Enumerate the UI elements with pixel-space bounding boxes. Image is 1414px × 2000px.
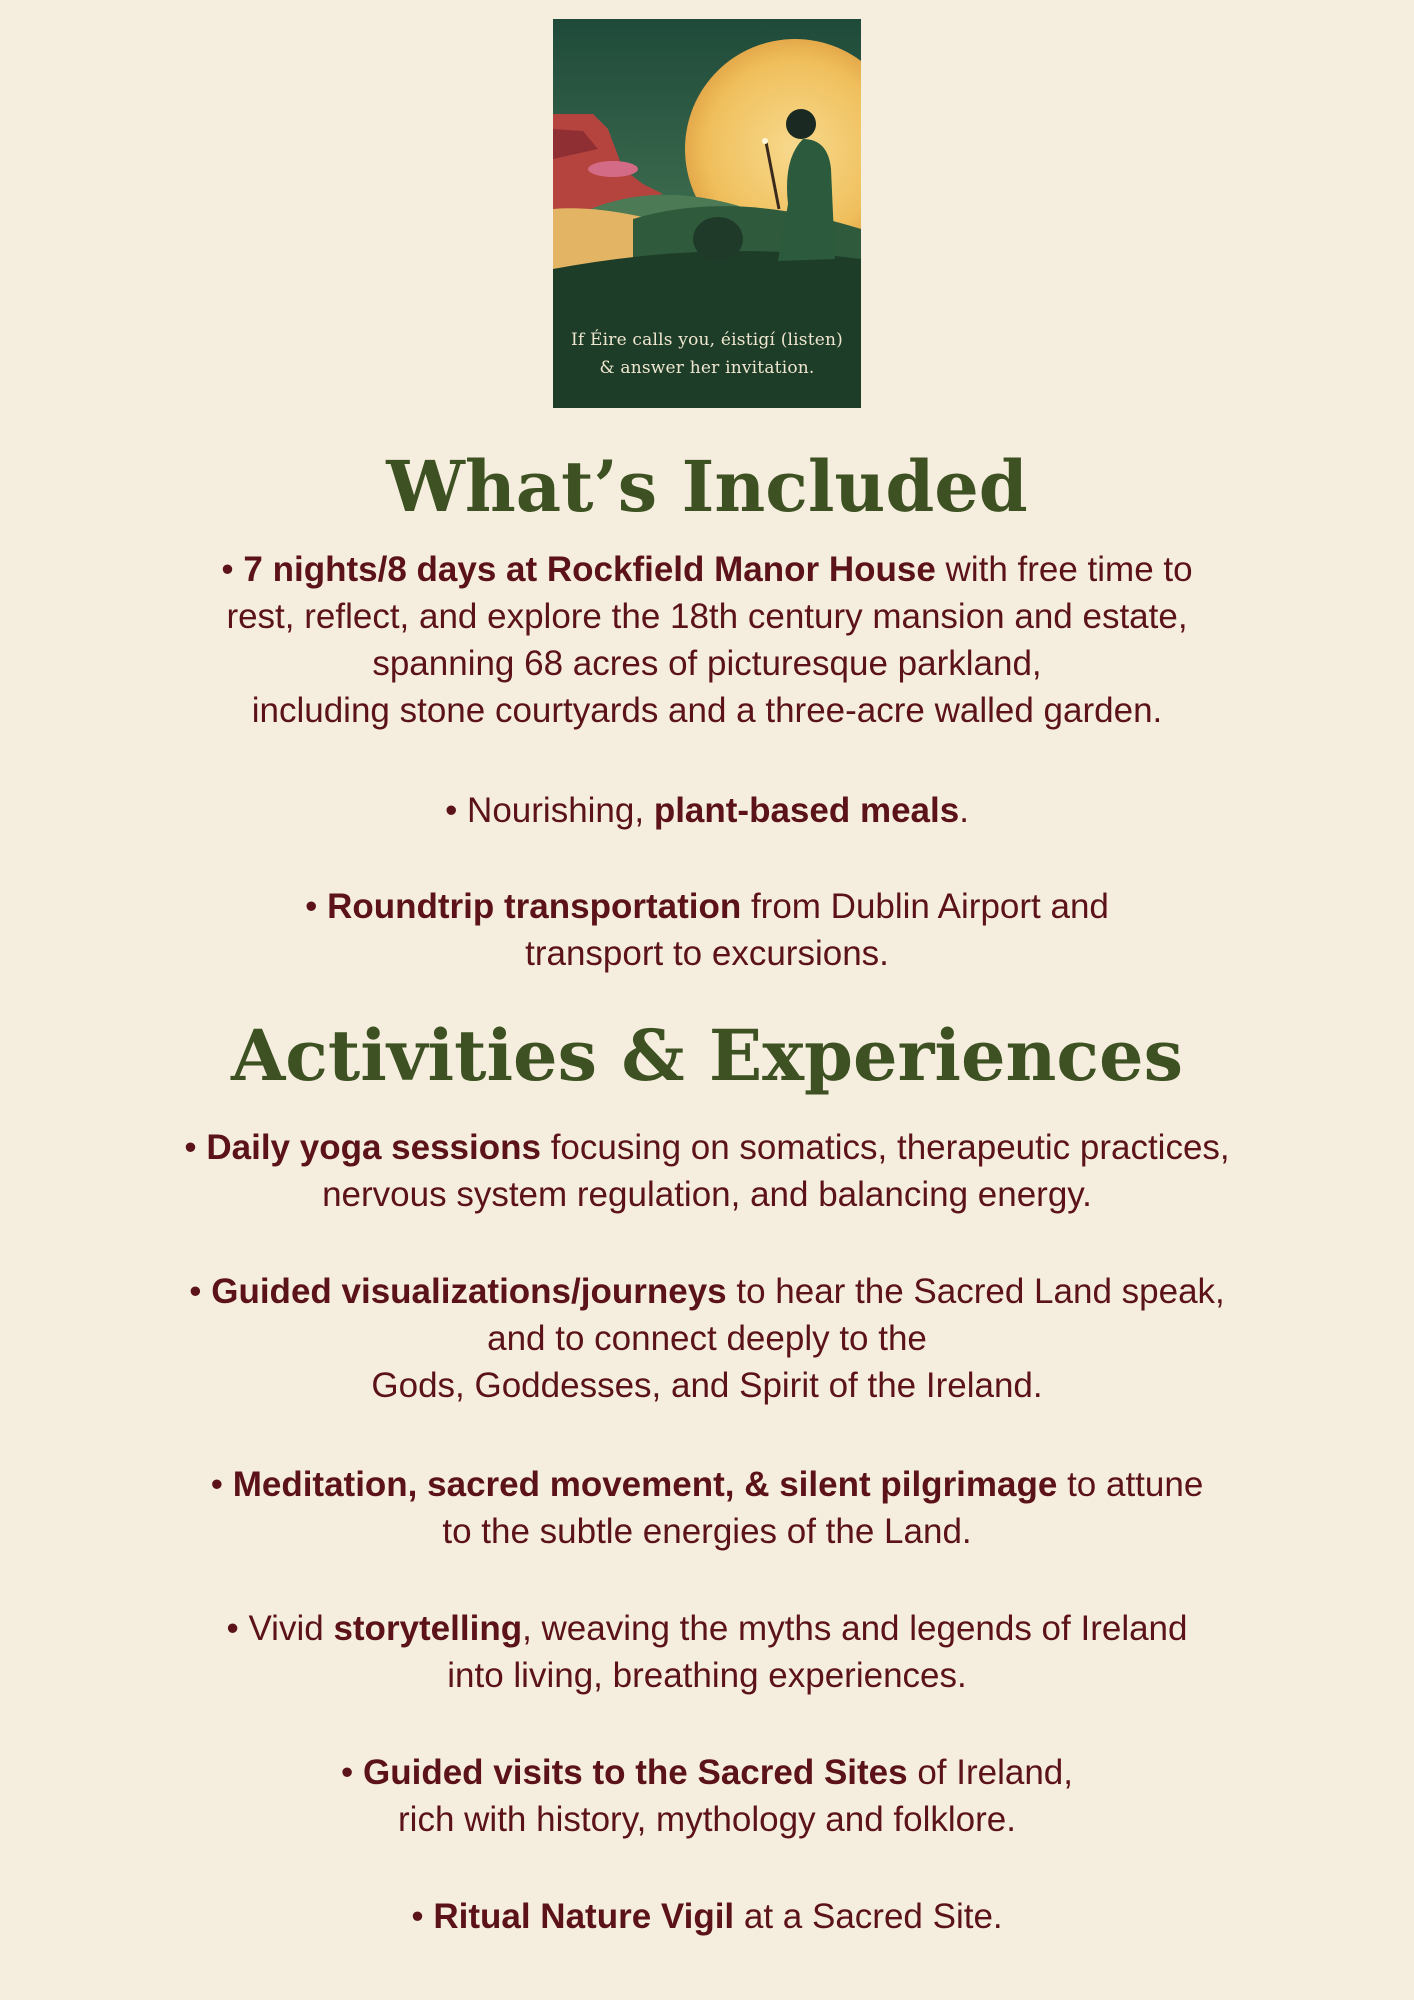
list-item: • Guided visualizations/journeys to hear the Sacred Land speak, and to connect deeply to the Gods, Goddesses, and Spirit of the Ireland. <box>189 1272 1225 1405</box>
list-item: • Guided visits to the Sacred Sites of Ireland, rich with history, mythology and folklore. <box>341 1753 1073 1839</box>
activities-heading: Activities & Experiences <box>231 1014 1183 1097</box>
list-item: • 7 nights/8 days at Rockfield Manor House with free time to rest, reflect, and explore the 18th century mansion and estate, spanning 68 acres of picturesque parkland, including stone courtyards and a three-acre walled garden. <box>221 550 1193 730</box>
list-item: • Daily yoga sessions focusing on somatics, therapeutic practices, nervous system regulation, and balancing energy. <box>184 1128 1230 1214</box>
list-item: • Nourishing, plant-based meals. <box>445 791 969 830</box>
list-item: • Ritual Nature Vigil at a Sacred Site. <box>411 1897 1003 1936</box>
list-item: • Meditation, sacred movement, & silent pilgrimage to attune to the subtle energies of the Land. <box>210 1465 1204 1551</box>
whats-included-heading: What’s Included <box>386 445 1028 528</box>
poster-illustration <box>553 19 861 408</box>
list-item: • Vivid storytelling, weaving the myths and legends of Ireland into living, breathing experiences. <box>226 1609 1188 1695</box>
poster-caption: If Éire calls you, éistigí (listen) & answer her invitation. <box>570 330 844 378</box>
list-item: • Roundtrip transportation from Dublin Airport and transport to excursions. <box>305 887 1109 973</box>
